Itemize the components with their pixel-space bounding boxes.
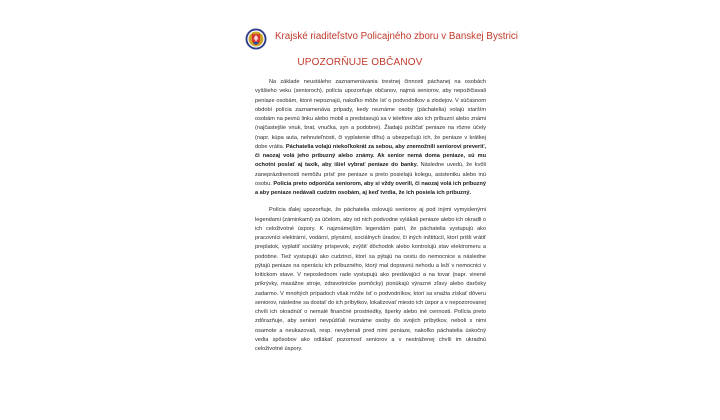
paragraph-1-bold-a: Páchatelia volajú niekoľkokrát za sebou, aby znemožnili seniorovi preveriť, či naozaj volá jeho príbuzný alebo známy. Ak senior nemá doma peniaze, sú mu ochotní poslať aj taxík, aby išiel vybrať peniaze do banky. (255, 143, 487, 169)
agency-name: Krajské riaditeľstvo Policajného zboru v Banskej Bystrici (275, 31, 518, 42)
page-title: UPOZORŇUJE OBČANOV (297, 57, 423, 68)
paragraph-1-bold-b: Polícia preto odporúča seniorom, aby si vždy overili, či naozaj volá ich príbuzný a aby peniaze nedávali cudzím osobám, aj keď tvrdia, že ich posiela ich príbuzný. (255, 180, 486, 196)
paragraph-1-text-a: Na základe neustáleho zaznamenávania trestnej činnosti páchanej na osobách vyššieho veku (senioroch), polícia upozorňuje občanov, najmä seniorov, aby nepožičiavali peniaze osobám, ktoré nepoznajú, nakoľko môže ísť o podvodníkov a zlodejov. V súčasnom období polícia zaznamenáva prípady, kedy neznáme osoby (páchatelia) volajú starším osobám na pevnú linku alebo mobil a predstavujú sa v telefóne ako ich príbuzní alebo známi (najčastejšie vnuk, brat, vnučka, syn a podobne). Žiadajú požičať peniaze na rôzne účely (napr. kúpa auta, nehnuteľnosti, či vyplatenie dlhu) a ubezpečujú ich, že peniaze v krátkej dobe vrátia. (255, 79, 486, 150)
paragraph-2: Polícia ďalej upozorňuje, že páchatelia oslovujú seniorov aj pod inými vymyslenými legendami (záminkami) za účelom, aby od nich podvodne vylákali peniaze alebo ich okradli o ich celoživotné úspory. K najznámejším legendám patrí, že páchatelia vystupujú ako pracovníci elektrární, vodární, plynární, sociálnych úradov, či iných inštitúcií, ktorí prišli vrátiť preplatok, vyplatiť sociálny príspevok, zvýšiť dôchodok alebo kontrolujú stav elektromeru a podobne. Tiež vystupujú ako cudzinci, ktorí sa pýtajú na cestu do nemocnice a následne pýtajú peniaze na operáciu ich príbuzného, ktorý mal dopravnú nehodu a leží v nemocnici v kritickom stave. V neposlednom rade vystupujú ako predávajúci a na tovar (napr. vinené prikrývky, masážne stroje, zdravotnícke pomôcky) ponúkajú výrazné zľavy alebo darčeky zadarmo. V mnohých prípadoch však môže ísť o podvodníkov, ktorí sa snažia získať dôveru seniorov, následne sa dostať do ich príbytkov, lokalizovať miesto ich úspor a v nepozorovanej chvíli ich okradnúť o nemalé finančné prostriedky, šperky alebo iné cennosti. Polícia preto zdôrazňuje, aby seniori nevpúšťali neznáme osoby do svojich príbytkov, neboli s nimi osamote a neukazovali, resp. nevyberali pred nimi peniaze, nakoľko páchatelia úskočný vedia spôsobov ako odlákať pozornosť seniorov a v nestráženej chvíli im ukradnú celoživotné úspory. (255, 207, 486, 352)
paragraph-1 (255, 78, 486, 198)
notice-body (255, 78, 486, 362)
police-crest-icon (245, 28, 267, 50)
paragraph-1-text-b: Následne uvedú, že kvôli zaneprázdnenosti nemôžu prísť pre peniaze a preto posielajú kolegu, asistentku alebo inú osobu. (255, 162, 486, 187)
